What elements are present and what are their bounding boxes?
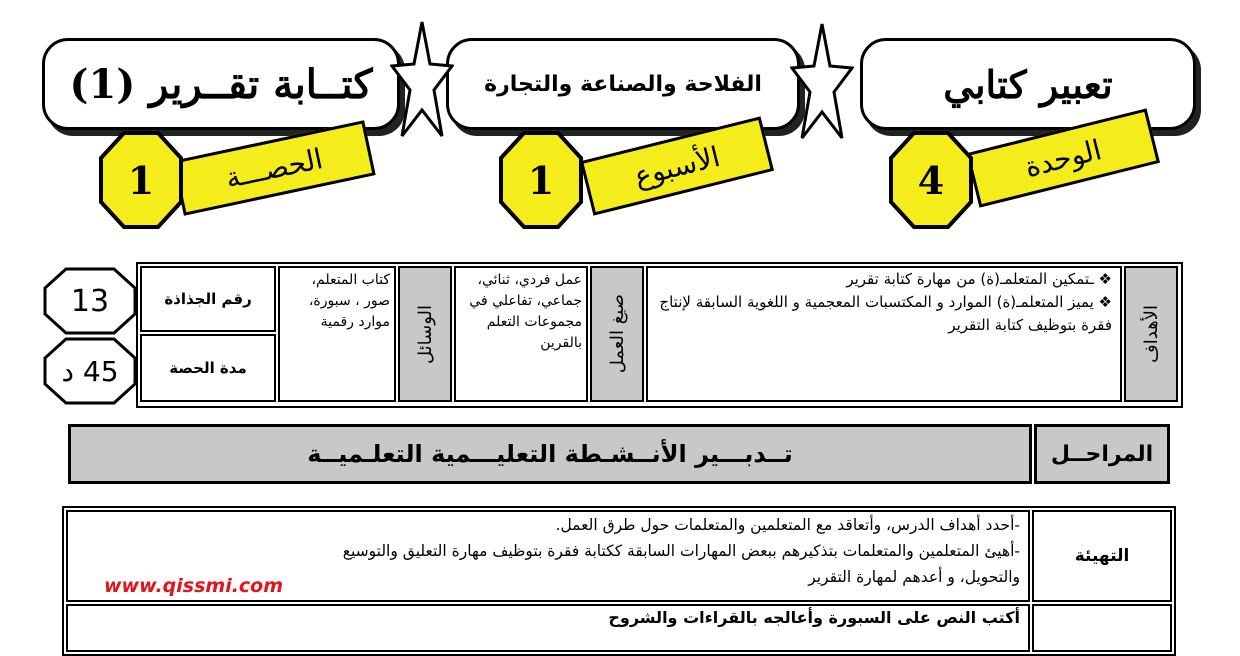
work-forms-text: عمل فردي، ثنائي، جماعي، تفاعلي في مجموعات التعلم بالقرين <box>469 272 582 351</box>
objectives-label: الأهداف <box>1140 305 1162 363</box>
objective-item: ❖ يميز المتعلمـ(ة) الموارد و المكتسبات المعجمية و اللغوية السابقة لإنتاج فقرة بتوظيف كتابة التقرير <box>659 293 1112 334</box>
page-number: 13 <box>70 283 110 319</box>
middle-title-box <box>446 38 800 130</box>
watermark-link[interactable]: www.qissmi.com <box>104 575 284 597</box>
page-label-cell <box>140 266 276 332</box>
session-label: الحصـــة <box>172 120 375 216</box>
duration-label: مدة الحصة <box>169 359 247 377</box>
week-number: 1 <box>527 157 555 203</box>
objectives-label-cell <box>1124 266 1178 402</box>
star-icon <box>390 18 454 142</box>
warmup-line: -أحدد أهداف الدرس، وأتعاقد مع المتعلمين والمتعلمات حول طرق العمل. <box>555 516 1020 534</box>
stages-label: المراحــل <box>1050 441 1154 467</box>
means-text: كتاب المتعلم، صور ، سبورة، موارد رقمية <box>308 272 390 330</box>
lesson-title: كتــابة تقــرير (1) <box>69 60 373 108</box>
duration-label-cell <box>140 334 276 402</box>
unit-theme-title: الفلاحة والصناعة والتجارة <box>484 71 762 97</box>
stages-title-cell <box>68 424 1032 484</box>
next-content-cell <box>66 604 1030 652</box>
warmup-label-cell <box>1032 510 1172 602</box>
warmup-line: والتحويل، و أعدهم لمهارة التقرير <box>808 568 1020 586</box>
next-stage-title: أكتب النص على السبورة وأعالجه بالقراءات والشروح <box>608 608 1020 627</box>
work-forms-cell <box>454 266 588 402</box>
work-forms-label: صيغ العمل <box>606 294 628 374</box>
means-cell <box>278 266 396 402</box>
subject-title: تعبير كتابي <box>943 61 1113 107</box>
left-title-box <box>42 38 400 130</box>
page-label: رقم الجذاذة <box>164 290 252 308</box>
work-forms-label-cell <box>590 266 644 402</box>
unit-label: الوحدة <box>966 108 1160 207</box>
star-icon <box>790 20 854 144</box>
means-label: الوسائل <box>414 304 436 364</box>
objective-item: ❖ ـتمكين المتعلمـ(ة) من مهارة كتابة تقرير <box>846 270 1112 288</box>
session-number: 1 <box>127 157 155 203</box>
week-label: الأسبوع <box>580 116 774 215</box>
warmup-line: -أهيئ المتعلمين والمتعلمات بتذكيرهم ببعض المهارات السابقة ككتابة فقرة بتوظيف مهارة التعليق والتوسيع <box>342 542 1020 560</box>
duration-value: 45 د <box>61 354 119 388</box>
unit-number: 4 <box>917 157 945 203</box>
objectives-cell <box>646 266 1122 402</box>
next-label-cell <box>1032 604 1172 652</box>
stages-title: تــدبـــير الأنــشـطة التعليـــمية التعلـميــة <box>307 440 793 468</box>
means-label-cell <box>398 266 452 402</box>
warmup-label: التهيئة <box>1074 546 1130 566</box>
stages-label-cell <box>1034 424 1170 484</box>
